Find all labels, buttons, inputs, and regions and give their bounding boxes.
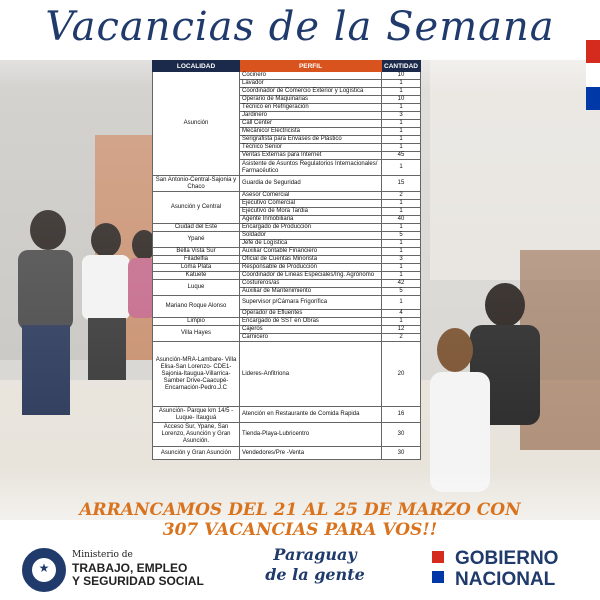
- cantidad-cell: 1: [382, 128, 421, 136]
- perfil-cell: Técnico en Refrigeración: [240, 104, 382, 112]
- cantidad-cell: 20: [382, 342, 421, 407]
- localidad-cell: Bella Vista Sur: [153, 248, 240, 256]
- cantidad-cell: 4: [382, 310, 421, 318]
- perfil-cell: Atención en Restaurante de Comida Rapida: [240, 407, 382, 423]
- ministry-label: Ministerio de: [72, 550, 133, 560]
- perfil-cell: Lideres-Anfitriona: [240, 342, 382, 407]
- cantidad-cell: 1: [382, 224, 421, 232]
- gov-line-2: NACIONAL: [455, 569, 556, 590]
- cantidad-cell: 30: [382, 423, 421, 447]
- cantidad-cell: 10: [382, 96, 421, 104]
- perfil-cell: Soldador: [240, 232, 382, 240]
- cantidad-cell: 1: [382, 296, 421, 310]
- localidad-cell: Acceso Sur, Ypane, San Lorenzo, Asunción y Gran Asunción.: [153, 423, 240, 447]
- table-row: [153, 264, 421, 272]
- gov-blue-square-icon: [432, 571, 444, 583]
- perfil-cell: Call Center: [240, 120, 382, 128]
- localidad-cell: Filadelfia: [153, 256, 240, 264]
- perfil-cell: Agente Inmobiliaria: [240, 216, 382, 224]
- perfil-cell: Técnico Senior: [240, 144, 382, 152]
- gov-line-1: GOBIERNO: [455, 548, 559, 569]
- cantidad-cell: 1: [382, 208, 421, 216]
- perfil-cell: Encargado de Producción: [240, 224, 382, 232]
- cantidad-cell: 1: [382, 240, 421, 248]
- page-title: Vacancias de la Semana: [45, 4, 555, 50]
- government-logo-text: [455, 548, 558, 590]
- perfil-cell: Jefe de Logística: [240, 240, 382, 248]
- ministry-name-line-1: TRABAJO, EMPLEO: [72, 561, 188, 575]
- localidad-cell: Ciudad del Este: [153, 224, 240, 232]
- cantidad-cell: 3: [382, 256, 421, 264]
- slogan-line-2: de la gente: [265, 565, 365, 584]
- table-row: [153, 423, 421, 447]
- perfil-cell: Lavador: [240, 80, 382, 88]
- perfil-cell: Cajeros: [240, 326, 382, 334]
- localidad-cell: Luque: [153, 280, 240, 296]
- perfil-cell: Operador de Efluentes: [240, 310, 382, 318]
- cantidad-cell: 15: [382, 176, 421, 192]
- perfil-cell: Cocinero: [240, 72, 382, 80]
- cantidad-cell: 1: [382, 318, 421, 326]
- table-row: [153, 256, 421, 264]
- table-row: [153, 407, 421, 423]
- perfil-cell: Costureros/as: [240, 280, 382, 288]
- header-perfil: PERFIL: [240, 61, 382, 72]
- cantidad-cell: 5: [382, 288, 421, 296]
- cantidad-cell: 10: [382, 72, 421, 80]
- cantidad-cell: 2: [382, 334, 421, 342]
- localidad-cell: Villa Hayes: [153, 326, 240, 342]
- paraguay-flag-icon: [586, 40, 600, 110]
- gov-red-square-icon: [432, 551, 444, 563]
- cantidad-cell: 40: [382, 216, 421, 224]
- perfil-cell: Carnicero: [240, 334, 382, 342]
- perfil-cell: Serigrafista para Envases de Plástico: [240, 136, 382, 144]
- localidad-cell: Asunción-MRA-Lambare- Villa Elisa-San Lorenzo- CDE1-Sajonia-Itaugua-Villarrica-Samber Drive-Caacupé-Encarnación-Pedro.J.C: [153, 342, 240, 407]
- localidad-cell: San Antonio-Central-Sajonia y Chaco: [153, 176, 240, 192]
- table-row: [153, 318, 421, 326]
- perfil-cell: Asistente de Asuntos Regulatorios Internacionales/ Farmacéutico: [240, 160, 382, 176]
- localidad-cell: Loma Plata: [153, 264, 240, 272]
- localidad-cell: Limpio: [153, 318, 240, 326]
- cantidad-cell: 1: [382, 88, 421, 96]
- perfil-cell: Jardinero: [240, 112, 382, 120]
- cantidad-cell: 1: [382, 104, 421, 112]
- table-row: [153, 176, 421, 192]
- table-row: [153, 296, 421, 310]
- perfil-cell: Encargado de SST en Obras: [240, 318, 382, 326]
- perfil-cell: Oficial de Cuentas Minorista: [240, 256, 382, 264]
- table-row: [153, 248, 421, 256]
- ministry-name: [72, 562, 204, 588]
- vacancy-table: [152, 60, 421, 460]
- localidad-cell: Asunción y Gran Asunción: [153, 447, 240, 460]
- cantidad-cell: 45: [382, 152, 421, 160]
- slogan-line-1: Paraguay: [273, 545, 357, 564]
- cantidad-cell: 1: [382, 120, 421, 128]
- table-row: [153, 192, 421, 200]
- cantidad-cell: 5: [382, 232, 421, 240]
- cantidad-cell: 1: [382, 80, 421, 88]
- table-row: [153, 447, 421, 460]
- banner-line-1: ARRANCAMOS DEL 21 AL 25 DE MARZO CON: [79, 500, 521, 520]
- cantidad-cell: 2: [382, 192, 421, 200]
- cantidad-cell: 12: [382, 326, 421, 334]
- cantidad-cell: 3: [382, 112, 421, 120]
- table-row: [153, 72, 421, 80]
- perfil-cell: Auxiliar Contable Financiero: [240, 248, 382, 256]
- perfil-cell: Supervisor p/Cámara Frigorífica: [240, 296, 382, 310]
- table-row: [153, 272, 421, 280]
- localidad-cell: Ypané: [153, 232, 240, 248]
- perfil-cell: Responsable de Producción: [240, 264, 382, 272]
- perfil-cell: Mecánico/ Electricista: [240, 128, 382, 136]
- perfil-cell: Asesor Comercial: [240, 192, 382, 200]
- localidad-cell: Katuete: [153, 272, 240, 280]
- localidad-cell: Mariano Roque Alonso: [153, 296, 240, 318]
- cantidad-cell: 1: [382, 272, 421, 280]
- perfil-cell: Coordinador de Comercio Exterior y Logística: [240, 88, 382, 96]
- cantidad-cell: 1: [382, 200, 421, 208]
- banner-line-2: 307 VACANCIAS PARA VOS!!: [162, 520, 438, 540]
- ministry-seal-icon: ★: [22, 548, 66, 592]
- table-row: [153, 232, 421, 240]
- perfil-cell: Tienda-Playa-Lubricentro: [240, 423, 382, 447]
- ministry-name-line-2: Y SEGURIDAD SOCIAL: [72, 574, 204, 588]
- perfil-cell: Coordinador de Lineas Especiales/Ing. Agrónomo: [240, 272, 382, 280]
- localidad-cell: Asunción y Central: [153, 192, 240, 224]
- localidad-cell: Asunción: [153, 72, 240, 176]
- header-cantidad: CANTIDAD: [382, 61, 421, 72]
- perfil-cell: Guardia de Seguridad: [240, 176, 382, 192]
- table-row: [153, 280, 421, 288]
- cantidad-cell: 1: [382, 136, 421, 144]
- perfil-cell: Vendedores/Pre -Venta: [240, 447, 382, 460]
- cantidad-cell: 16: [382, 407, 421, 423]
- perfil-cell: Ventas Externas para Internet: [240, 152, 382, 160]
- cantidad-cell: 30: [382, 447, 421, 460]
- cantidad-cell: 1: [382, 248, 421, 256]
- cantidad-cell: 1: [382, 144, 421, 152]
- header-localidad: LOCALIDAD: [153, 61, 240, 72]
- table-row: [153, 342, 421, 407]
- perfil-cell: Auxiliar de Mantenimiento: [240, 288, 382, 296]
- cantidad-cell: 1: [382, 264, 421, 272]
- perfil-cell: Operario de Maquinarias: [240, 96, 382, 104]
- perfil-cell: Ejecutivo de Mora Tardia: [240, 208, 382, 216]
- localidad-cell: Asunción- Parque km 14/5 - Luque- Itauguá: [153, 407, 240, 423]
- slogan: [250, 545, 380, 585]
- cantidad-cell: 1: [382, 160, 421, 176]
- perfil-cell: Ejecutivo Comercial: [240, 200, 382, 208]
- table-row: [153, 224, 421, 232]
- table-row: [153, 326, 421, 334]
- cantidad-cell: 42: [382, 280, 421, 288]
